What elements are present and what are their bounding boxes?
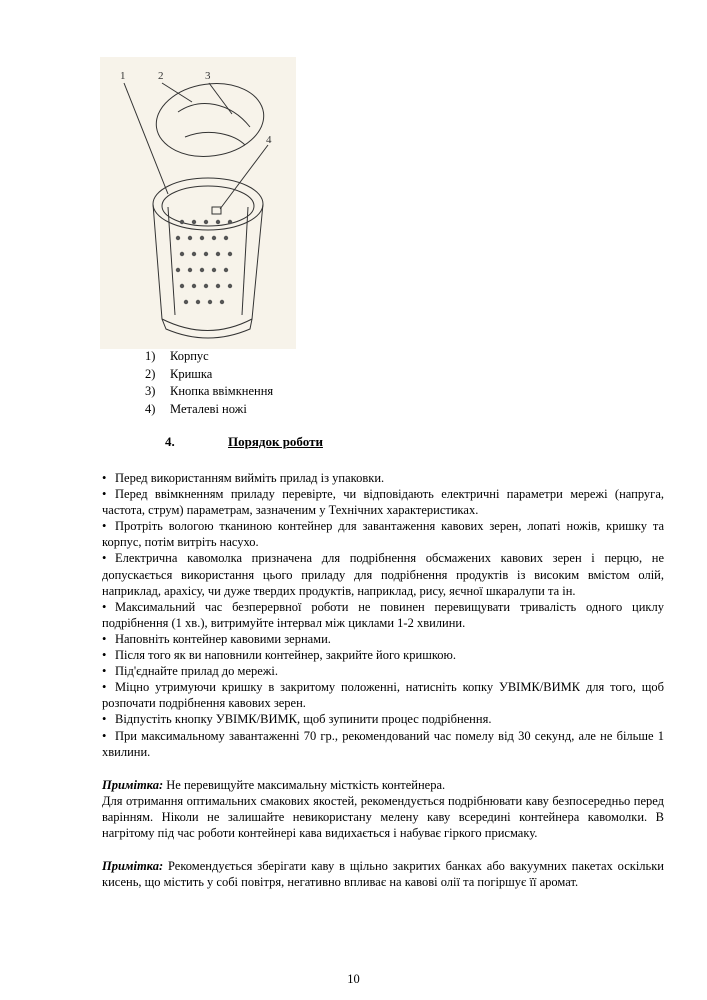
blade-shape	[212, 207, 221, 214]
section-title: Порядок роботи	[228, 434, 323, 449]
note-2	[102, 858, 664, 890]
bullet-item: • Максимальний час безперервної роботи не повинен перевищувати тривалість одного циклу подрібнення (1 хв.), витримуйте інтервал між циклами 1-2 хвилини.	[102, 599, 664, 631]
parts-list-item: 1) Корпус	[145, 349, 209, 363]
parts-list-item: 3) Кнопка ввімкнення	[145, 384, 274, 398]
bullet-item: • Відпустіть кнопку УВІМК/ВИМК, щоб зупинити процес подрібнення.	[102, 711, 664, 727]
bullet-item: • Під'єднайте прилад до мережі.	[102, 663, 664, 679]
bullet-item: • Перед ввімкненням приладу перевірте, чи відповідають електричні параметри мережі (напруга, частота, струм) параметрам, зазначеним у Технічних характеристиках.	[102, 486, 664, 518]
lid-curve	[178, 104, 250, 127]
bullet-item: • При максимальному завантаженні 70 гр., рекомендований час помелу від 30 секунд, але не більше 1 хвилини.	[102, 728, 664, 760]
note-2-text: Рекомендується зберігати каву в щільно закритих банках або вакуумних пакетах оскільки кисень, що містить у собі повітря, негативно впливає на кавові олії та погіршує її аромат.	[102, 859, 664, 890]
note-1-text: Не перевищуйте максимальну місткість контейнера.	[163, 777, 446, 792]
bullet-item: • Наповніть контейнер кавовими зернами.	[102, 631, 664, 647]
parts-list-item: 4) Металеві ножі	[145, 401, 247, 416]
bullet-item: • Міцно утримуючи кришку в закритому положенні, натисніть копку УВІМК/ВИМК для того, щоб розпочати подрібнення кавових зерен.	[102, 679, 664, 711]
parts-list-item: 2) Кришка	[145, 366, 213, 381]
bullet-item: • Електрична кавомолка призначена для подрібнення обсмажених кавових зерен і перцю, не допускається використання цього приладу для подрібнення продуктів із високим вмістом олій, наприклад, арахісу, чи дуже твердих продуктів, наприклад, рису, яєчної шкаралупи та ін.	[102, 550, 664, 598]
section-number: 4.	[165, 434, 175, 449]
callout-4: 4	[266, 134, 272, 146]
bullet-item: • Після того як ви наповнили контейнер, закрийте його кришкою.	[102, 647, 664, 663]
note-1	[102, 777, 664, 793]
lid-shape	[152, 77, 269, 163]
parts-list	[145, 348, 273, 418]
page-number: 10	[347, 972, 360, 986]
note-2-label: Примітка:	[102, 859, 164, 874]
bullet-item: • Протріть вологою тканиною контейнер для завантаження кавових зерен, лопаті ножів, кришку та корпус, потім витріть насухо.	[102, 518, 664, 550]
instructions-body	[102, 470, 664, 890]
callout-1: 1	[120, 70, 126, 82]
callout-3: 3	[205, 70, 211, 82]
bullet-item: • Перед використанням вийміть прилад із упаковки.	[102, 470, 664, 486]
note-1-label: Примітка:	[102, 777, 164, 792]
note-1-paragraph: Для отримання оптимальних смакових якостей, рекомендується подрібнювати каву безпосередньо перед варінням. Ніколи не залишайте невикористану мелену каву всередині контейнера кавомолки. В нагрітому під час роботи контейнері кава видихається і набуває гіркого присмаку.	[102, 793, 664, 840]
coffee-grinder-diagram	[100, 57, 296, 349]
callout-2: 2	[158, 70, 164, 82]
